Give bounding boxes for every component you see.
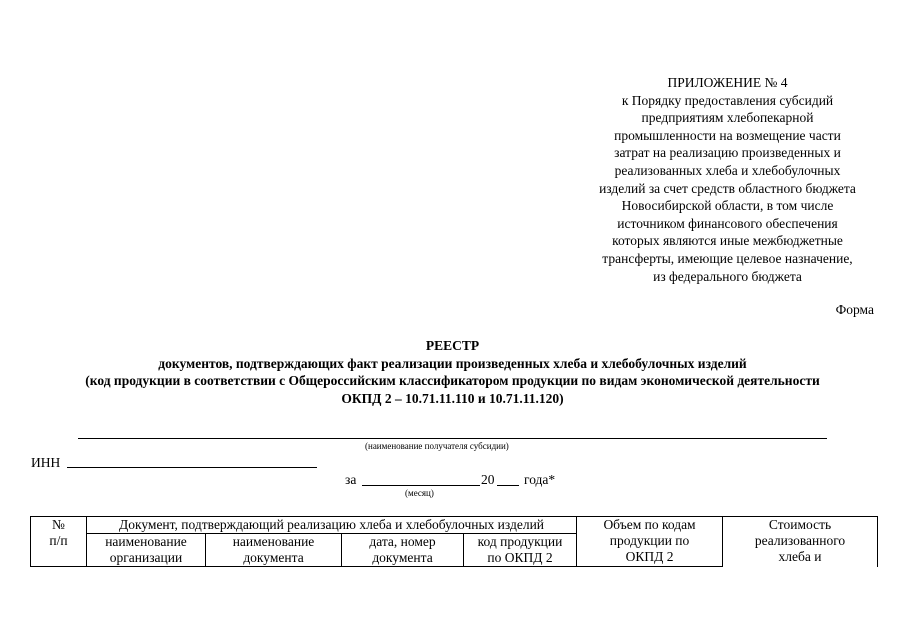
col-doc-date-header (342, 534, 464, 567)
table-header-row (31, 517, 878, 534)
col-cost-line: реализованного (754, 533, 846, 548)
appendix-line: источником финансового обеспечения (617, 215, 838, 231)
subheader-line: организации (109, 550, 183, 565)
col-number-header (31, 517, 87, 567)
appendix-line: трансферты, имеющие целевое назначение, (602, 250, 853, 266)
col-volume-line: продукции по (609, 533, 690, 548)
appendix-line: которых являются иные межбюджетные (612, 233, 843, 249)
title-line: (код продукции в соответствии с Общероссийским классификатором продукции по видам экономической деятельности (85, 373, 820, 388)
period-suffix: года* (524, 472, 556, 487)
appendix-line: предприятиям хлебопекарной (641, 110, 814, 126)
month-field-line[interactable] (362, 485, 480, 486)
col-org-name-header (87, 534, 206, 567)
subheader-line: по ОКПД 2 (487, 550, 553, 565)
recipient-name-line[interactable] (78, 438, 827, 439)
col-volume-header (577, 517, 723, 567)
appendix-line: изделий за счет средств областного бюджета (599, 180, 856, 196)
appendix-line: Новосибирской области, в том числе (621, 198, 834, 214)
appendix-line: затрат на реализацию произведенных и (614, 145, 841, 161)
document-group-header (87, 517, 577, 534)
title-line: ОКПД 2 – 10.71.11.110 и 10.71.11.120) (341, 390, 564, 406)
subheader-line: дата, номер (369, 534, 436, 549)
period-prefix: за (345, 472, 357, 487)
appendix-line: промышленности на возмещение части (614, 127, 841, 143)
col-number-line: № (52, 517, 65, 532)
title-line: РЕЕСТР (425, 338, 480, 353)
subheader-line: документа (243, 550, 304, 565)
appendix-line: ПРИЛОЖЕНИЕ № 4 (667, 75, 788, 90)
subheader-line: код продукции (477, 534, 563, 549)
title-line: документов, подтверждающих факт реализации произведенных хлеба и хлебобулочных изделий (158, 355, 747, 371)
col-product-code-header (464, 534, 577, 567)
col-doc-name-header (206, 534, 342, 567)
subheader-line: наименование (232, 534, 315, 549)
col-cost-header (723, 517, 878, 567)
group-header-text: Документ, подтверждающий реализацию хлеба и хлебобулочных изделий (119, 517, 545, 532)
year-field-line[interactable] (497, 485, 519, 486)
register-table (30, 516, 878, 567)
form-label: Форма (835, 302, 874, 317)
recipient-caption: (наименование получателя субсидии) (365, 441, 509, 451)
col-number-line: п/п (49, 533, 68, 548)
subheader-line: наименование (105, 534, 187, 549)
appendix-line: из федерального бюджета (653, 268, 802, 284)
document-title (0, 337, 905, 407)
col-cost-line: хлеба и (778, 549, 822, 564)
col-volume-line: Объем по кодам (603, 517, 696, 532)
col-cost-line: Стоимость (768, 517, 832, 532)
inn-field-line[interactable] (67, 467, 317, 468)
subheader-line: документа (372, 550, 433, 565)
inn-label: ИНН (31, 455, 61, 470)
appendix-header (565, 74, 890, 285)
appendix-line: реализованных хлеба и хлебобулочных (614, 162, 841, 178)
appendix-line: к Порядку предоставления субсидий (621, 92, 834, 108)
year-prefix: 20 (481, 472, 495, 487)
col-volume-line: ОКПД 2 (625, 549, 674, 564)
month-caption: (месяц) (405, 488, 434, 498)
